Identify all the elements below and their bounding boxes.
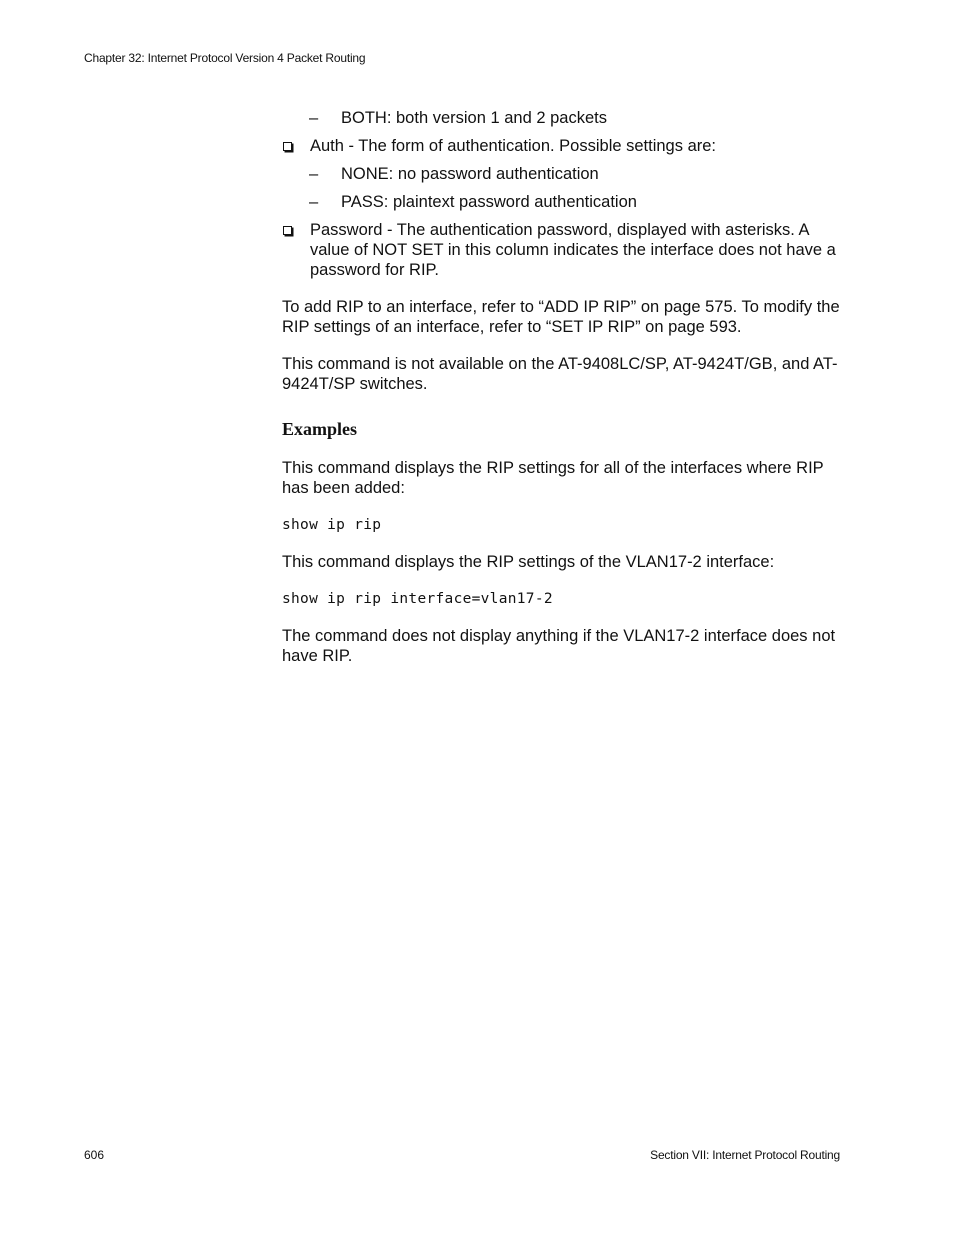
list-subitem-text: NONE: no password authentication — [341, 165, 599, 183]
list-item-text: Auth - The form of authentication. Possible settings are: — [310, 137, 716, 155]
list-subitem-none — [282, 164, 848, 184]
dash-marker: – — [309, 193, 319, 211]
paragraph-example-3: The command does not display anything if the VLAN17-2 interface does not have RIP. — [282, 627, 836, 665]
square-bullet-icon — [283, 142, 292, 151]
page-number: 606 — [84, 1148, 105, 1162]
list-subitem-both — [282, 108, 848, 128]
list-subitem-text: PASS: plaintext password authentication — [341, 193, 637, 211]
running-footer: Section VII: Internet Protocol Routing — [650, 1148, 840, 1162]
list-item-password — [282, 220, 848, 280]
section-heading-examples: Examples — [282, 419, 358, 439]
list-item-text: Password - The authentication password, displayed with asterisks. A value of NOT SET in this column indicates the interface does not have a password for RIP. — [310, 221, 836, 279]
list-item-auth — [282, 136, 848, 156]
list-subitem-pass — [282, 192, 848, 212]
list-subitem-text: BOTH: both version 1 and 2 packets — [341, 109, 607, 127]
running-header: Chapter 32: Internet Protocol Version 4 Packet Routing — [84, 51, 366, 65]
dash-marker: – — [309, 165, 319, 183]
square-bullet-icon — [283, 226, 292, 235]
code-example-2: show ip rip interface=vlan17-2 — [282, 591, 553, 607]
code-example-1: show ip rip — [282, 517, 382, 533]
paragraph-not-available: This command is not available on the AT-9408LC/SP, AT-9424T/GB, and AT-9424T/SP switches. — [282, 355, 838, 393]
page-body — [282, 108, 848, 683]
paragraph-example-1: This command displays the RIP settings for all of the interfaces where RIP has been added: — [282, 459, 824, 497]
dash-marker: – — [309, 109, 319, 127]
paragraph-example-2: This command displays the RIP settings of the VLAN17-2 interface: — [282, 553, 775, 571]
paragraph-add-rip: To add RIP to an interface, refer to “ADD IP RIP” on page 575. To modify the RIP settings of an interface, refer to “SET IP RIP” on page 593. — [282, 298, 840, 336]
